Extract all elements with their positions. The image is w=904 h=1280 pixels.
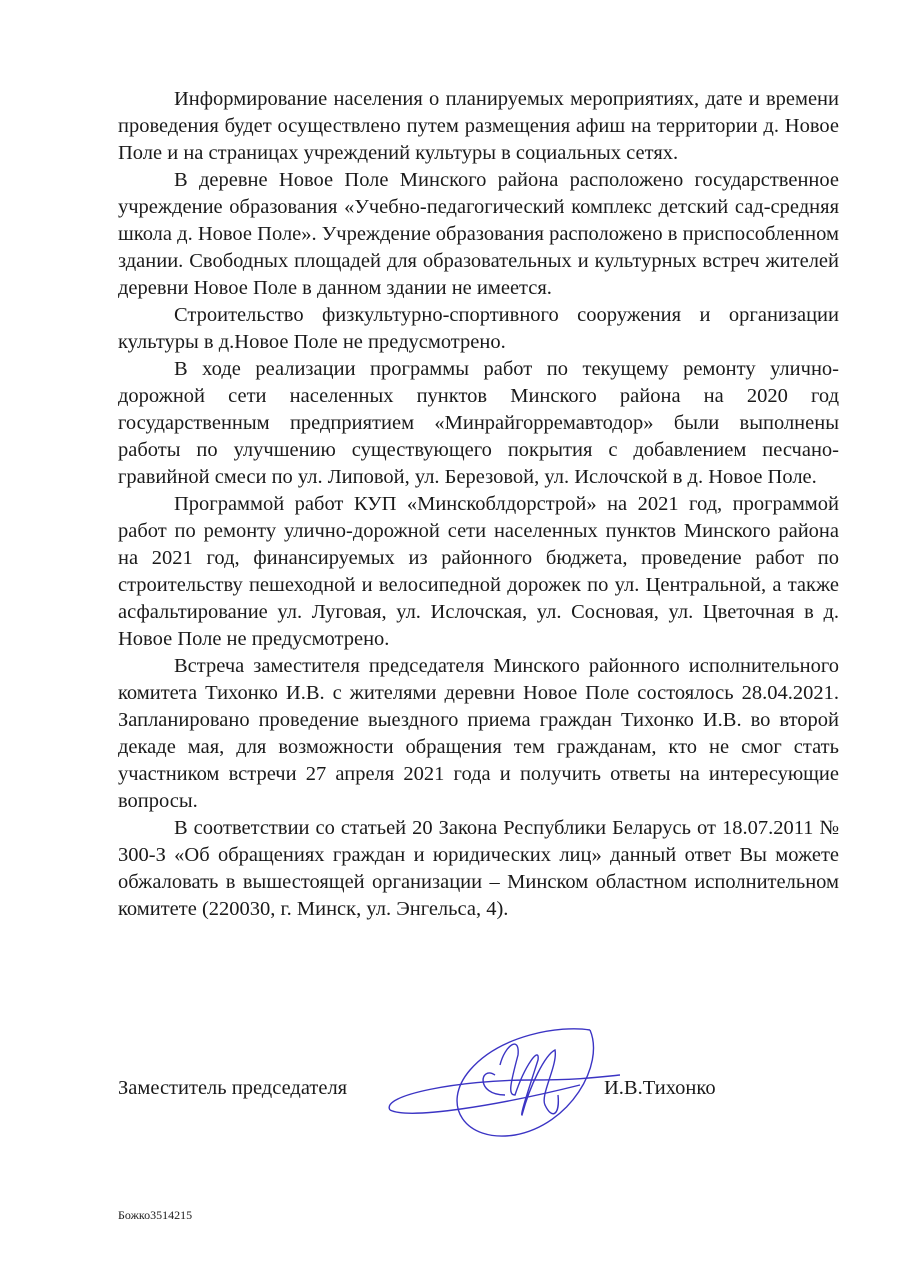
paragraph: В деревне Новое Поле Минского района расположено государственное учреждение образования «Учебно-педагогический комплекс детский сад-средняя школа д. Новое Поле». Учреждение образования расположено в приспособленном здании. Свободных площадей для образовательных и культурных встреч жителей деревни Новое Поле в данном здании не имеется. [118, 169, 839, 299]
letter-body [118, 86, 839, 923]
paragraph: Строительство физкультурно-спортивного сооружения и организации культуры в д.Новое Поле не предусмотрено. [118, 304, 839, 353]
paragraph: В ходе реализации программы работ по текущему ремонту улично-дорожной сети населенных пунктов Минского района на 2020 год государственным предприятием «Минрайгорремавтодор» были выполнены работы по улучшению существующего покрытия с добавлением песчано-гравийной смеси по ул. Липовой, ул. Березовой, ул. Ислочской в д. Новое Поле. [118, 358, 839, 488]
paragraph: Программой работ КУП «Минскоблдорстрой» на 2021 год, программой работ по ремонту улично-дорожной сети населенных пунктов Минского района на 2021 год, финансируемых из районного бюджета, проведение работ по строительству пешеходной и велосипедной дорожек по ул. Центральной, а также асфальтирование ул. Луговая, ул. Ислочская, ул. Сосновая, ул. Цветочная в д. Новое Поле не предусмотрено. [118, 493, 839, 650]
paragraph: Информирование населения о планируемых мероприятиях, дате и времени проведения будет осуществлено путем размещения афиш на территории д. Новое Поле и на страницах учреждений культуры в социальных сетях. [118, 88, 839, 164]
paragraph: Встреча заместителя председателя Минского районного исполнительного комитета Тихонко И.В. с жителями деревни Новое Поле состоялось 28.04.2021. Запланировано проведение выездного приема граждан Тихонко И.В. во второй декаде мая, для возможности обращения тем гражданам, кто не смог стать участником встречи 27 апреля 2021 года и получить ответы на интересующие вопросы. [118, 655, 839, 812]
paragraph: В соответствии со статьей 20 Закона Республики Беларусь от 18.07.2011 № 300-З «Об обращениях граждан и юридических лиц» данный ответ Вы можете обжаловать в вышестоящей организации – Минском областном исполнительном комитете (220030, г. Минск, ул. Энгельса, 4). [118, 817, 839, 920]
executor-reference: Божко3514215 [118, 1208, 193, 1222]
handwritten-signature [380, 1025, 620, 1145]
signer-name: И.В.Тихонко [604, 1077, 716, 1099]
signer-title: Заместитель председателя [118, 1077, 348, 1099]
